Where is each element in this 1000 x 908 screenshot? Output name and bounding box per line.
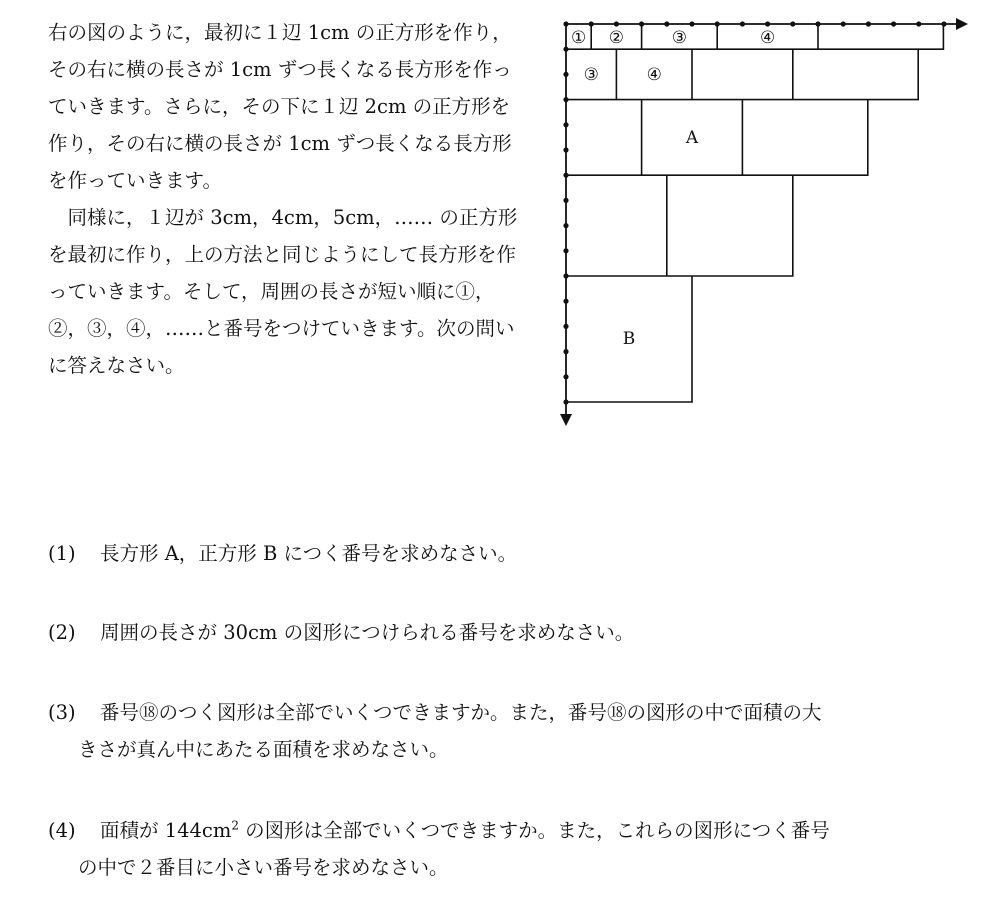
top-axis-dot	[765, 21, 770, 26]
top-axis-dot	[715, 21, 720, 26]
question-2-number: (2)	[48, 621, 76, 644]
question-1-text: 長方形 A，正方形 B につく番号を求めなさい。	[100, 542, 518, 565]
question-1-number: (1)	[48, 542, 76, 565]
left-axis-dot	[563, 72, 568, 77]
left-axis-dot	[563, 198, 568, 203]
figure-svg	[556, 8, 976, 433]
top-axis-dot	[916, 21, 921, 26]
top-axis-dot	[740, 21, 745, 26]
top-axis-dot	[589, 21, 594, 26]
top-axis-dot	[815, 21, 820, 26]
top-axis-dot	[866, 21, 871, 26]
rectangle-figure	[556, 8, 976, 433]
top-axis-dot	[841, 21, 846, 26]
top-axis-dot	[563, 21, 568, 26]
label-r2c1: ③	[583, 65, 599, 85]
left-axis-dot	[563, 374, 568, 379]
question-2	[48, 614, 978, 651]
left-axis-dot	[563, 223, 568, 228]
question-4-superscript: 2	[231, 818, 239, 833]
problem-intro	[48, 14, 518, 384]
row3-lines	[566, 100, 868, 176]
figure-axes	[566, 24, 961, 418]
axis-tick-dots	[563, 21, 946, 404]
label-c1: ①	[570, 28, 587, 48]
left-axis-dot	[563, 97, 568, 102]
question-4-text-before: 面積が 144cm	[100, 819, 232, 842]
question-3-text-line1: 番号⑱のつく図形は全部でいくつできますか。また，番号⑱の図形の中で面積の大	[100, 701, 822, 724]
top-axis-dot	[790, 21, 795, 26]
intro-paragraph-2: 同様に，１辺が 3cm，4cm，5cm，…… の正方形を最初に作り，上の方法と同じようにして長方形を作っていきます。そして，周囲の長さが短い順に①，②，③，④，……と番号をつけていきます。次の問いに答えなさい。	[48, 206, 518, 377]
question-4-text-line2: の中で２番目に小さい番号を求めなさい。	[78, 856, 449, 879]
top-axis-dot	[941, 21, 946, 26]
question-4	[48, 812, 978, 886]
question-4-number: (4)	[48, 819, 76, 842]
label-c3: ③	[671, 28, 688, 48]
left-axis-dot	[563, 299, 568, 304]
question-3-number: (3)	[48, 701, 76, 724]
left-axis-dot	[563, 147, 568, 152]
question-3-text-line2: きさが真ん中にあたる面積を求めなさい。	[78, 738, 449, 761]
label-r2c2: ④	[646, 65, 662, 85]
top-axis-dot	[614, 21, 619, 26]
left-axis-dot	[563, 248, 568, 253]
intro-paragraph-1: 右の図のように，最初に１辺 1cm の正方形を作り，その右に横の長さが 1cm ずつ長くなる長方形を作っていきます。さらに，その下に１辺 2cm の正方形を作り，その右に横の長さが 1cm ずつ長くなる長方形を作っていきます。	[48, 21, 512, 192]
top-axis-dot	[664, 21, 669, 26]
left-axis-dot	[563, 173, 568, 178]
left-axis-dot	[563, 324, 568, 329]
row4-lines	[566, 175, 793, 276]
label-square-b: B	[622, 329, 636, 349]
left-axis-dot	[563, 122, 568, 127]
top-axis-dot	[639, 21, 644, 26]
right-arrow-icon	[956, 18, 968, 30]
label-c2: ②	[608, 28, 625, 48]
row2-lines	[566, 49, 918, 99]
figure-labels	[571, 28, 775, 349]
down-arrow-icon	[560, 414, 572, 426]
top-axis-dot	[689, 21, 694, 26]
label-rect-a: A	[685, 128, 699, 148]
question-1	[48, 535, 978, 572]
left-axis-dot	[563, 47, 568, 52]
question-2-text: 周囲の長さが 30cm の図形につけられる番号を求めなさい。	[100, 621, 635, 644]
left-axis-dot	[563, 273, 568, 278]
question-3	[48, 694, 978, 768]
top-axis-dot	[891, 21, 896, 26]
left-axis-dot	[563, 349, 568, 354]
left-axis-dot	[563, 399, 568, 404]
question-4-text-after: の図形は全部でいくつできますか。また，これらの図形につく番号	[238, 819, 830, 842]
label-c4: ④	[759, 28, 776, 48]
